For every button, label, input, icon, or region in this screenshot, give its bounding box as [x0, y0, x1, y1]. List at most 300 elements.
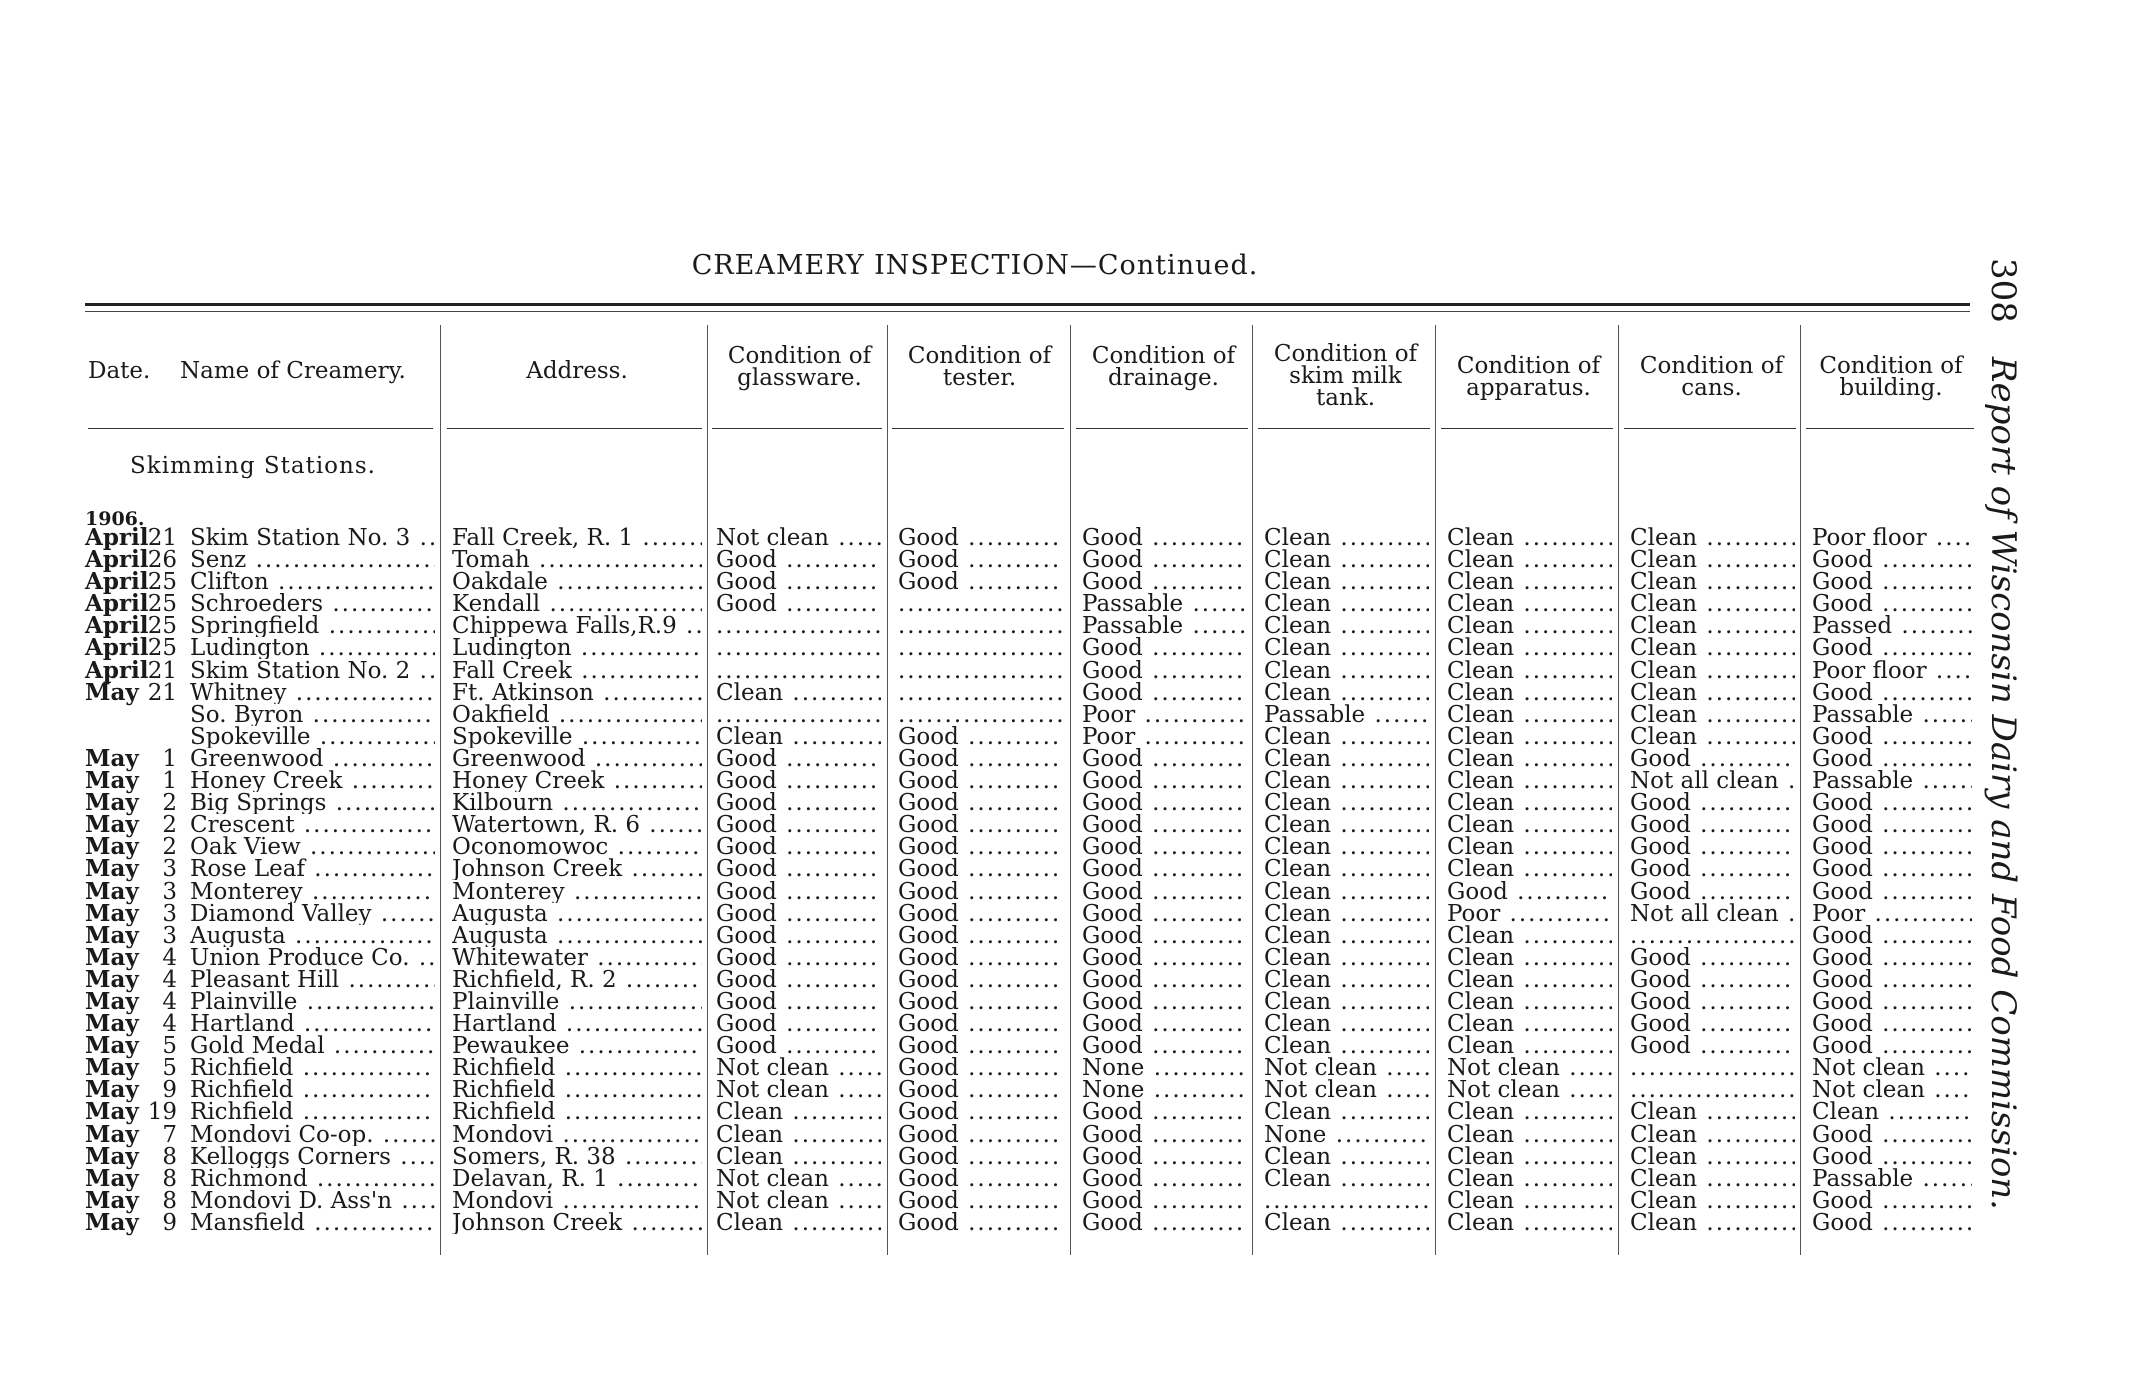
- cell-glassware: Clean .....: [716, 1101, 881, 1123]
- cell-day: 4: [162, 1011, 177, 1038]
- cell-tank: Clean .....: [1264, 969, 1429, 991]
- cell-glassware: Good .....: [716, 814, 881, 836]
- cell-tester: Good .....: [898, 1124, 1063, 1146]
- cell-glassware: Clean .....: [716, 726, 881, 748]
- cell-day: 26: [147, 547, 177, 574]
- cell-address: Oakfield .....: [452, 704, 702, 726]
- cell-building: Passable .....: [1812, 704, 1972, 726]
- cell-glassware: Good .....: [716, 925, 881, 947]
- cell-apparatus: Not clean .....: [1447, 1057, 1612, 1079]
- cell-glassware: Good .....: [716, 969, 881, 991]
- cell-building: Good .....: [1812, 748, 1972, 770]
- cell-apparatus: Clean .....: [1447, 969, 1612, 991]
- cell-tester: Good .....: [898, 527, 1063, 549]
- cell-day: 2: [162, 834, 177, 861]
- cell-cans: Clean .....: [1630, 593, 1795, 615]
- cell-tank: Clean .....: [1264, 527, 1429, 549]
- year-label: 1906.: [85, 508, 145, 530]
- cell-tank: None .....: [1264, 1124, 1429, 1146]
- table-row: [0, 1032, 1960, 1060]
- cell-building: Passable .....: [1812, 1168, 1972, 1190]
- cell-building: Clean .....: [1812, 1101, 1972, 1123]
- cell-cans: Clean .....: [1630, 704, 1795, 726]
- cell-address: Mondovi .....: [452, 1124, 702, 1146]
- cell-address: Delavan, R. 1 .....: [452, 1168, 702, 1190]
- header-apparatus: Condition of apparatus.: [1456, 353, 1601, 401]
- cell-building: Good .....: [1812, 991, 1972, 1013]
- cell-cans: Not all clean .....: [1630, 903, 1795, 925]
- table-row: [0, 1186, 1960, 1214]
- cell-tester: Good .....: [898, 1057, 1063, 1079]
- cell-apparatus: Not clean .....: [1447, 1079, 1612, 1101]
- cell-glassware: Good .....: [716, 770, 881, 792]
- table-row: [0, 1164, 1960, 1192]
- table-row: [0, 634, 1960, 662]
- cell-drainage: Good .....: [1082, 1190, 1247, 1212]
- cell-tester: Good .....: [898, 748, 1063, 770]
- cell-building: Good .....: [1812, 814, 1972, 836]
- cell-apparatus: Clean .....: [1447, 527, 1612, 549]
- cell-building: Good .....: [1812, 726, 1972, 748]
- cell-day: 21: [147, 679, 177, 706]
- cell-glassware: Not clean .....: [716, 527, 881, 549]
- table-row: [0, 789, 1960, 817]
- cell-month: April: [85, 568, 149, 596]
- cell-address: Plainville .....: [452, 991, 702, 1013]
- header-name: Name of Creamery.: [180, 358, 406, 384]
- cell-month: May: [85, 1054, 139, 1082]
- cell-drainage: Good .....: [1082, 814, 1247, 836]
- table-row: [0, 921, 1960, 949]
- cell-month: May: [85, 987, 139, 1015]
- cell-name: Spokeville .....: [190, 726, 435, 748]
- cell-month: May: [85, 855, 139, 883]
- cell-cans: Clean .....: [1630, 1101, 1795, 1123]
- cell-name: Plainville .....: [190, 991, 435, 1013]
- cell-name: Rose Leaf .....: [190, 858, 435, 880]
- table-row: [0, 744, 1960, 772]
- cell-apparatus: Clean .....: [1447, 593, 1612, 615]
- cell-apparatus: Clean .....: [1447, 1013, 1612, 1035]
- cell-address: Augusta .....: [452, 925, 702, 947]
- cell-drainage: Good .....: [1082, 1101, 1247, 1123]
- cell-name: Richmond .....: [190, 1168, 435, 1190]
- cell-drainage: Passable .....: [1082, 615, 1247, 637]
- cell-name: Hartland .....: [190, 1013, 435, 1035]
- cell-tank: Clean .....: [1264, 991, 1429, 1013]
- inspection-table-body: [0, 524, 1960, 1236]
- header-underline: [892, 428, 1064, 429]
- cell-tester: [898, 682, 1063, 704]
- cell-building: Good .....: [1812, 1124, 1972, 1146]
- cell-building: Good .....: [1812, 1146, 1972, 1168]
- cell-tank: Clean .....: [1264, 770, 1429, 792]
- cell-address: Greenwood .....: [452, 748, 702, 770]
- cell-day: 5: [162, 1055, 177, 1082]
- cell-name: Crescent .....: [190, 814, 435, 836]
- cell-cans: Clean .....: [1630, 571, 1795, 593]
- cell-tester: Good .....: [898, 1079, 1063, 1101]
- cell-tank: Clean .....: [1264, 1168, 1429, 1190]
- cell-drainage: Good .....: [1082, 637, 1247, 659]
- table-row: [0, 590, 1960, 618]
- cell-day: 1: [162, 745, 177, 772]
- cell-day: 21: [147, 525, 177, 551]
- cell-tester: Good .....: [898, 836, 1063, 858]
- cell-drainage: Good .....: [1082, 1146, 1247, 1168]
- cell-glassware: Good .....: [716, 858, 881, 880]
- cell-name: Gold Medal .....: [190, 1035, 435, 1057]
- header-underline: [1258, 428, 1430, 429]
- cell-building: Good .....: [1812, 571, 1972, 593]
- cell-drainage: Good .....: [1082, 549, 1247, 571]
- header-underline: [1624, 428, 1796, 429]
- cell-month: April: [85, 656, 149, 684]
- cell-cans: Clean .....: [1630, 549, 1795, 571]
- cell-glassware: Clean .....: [716, 1124, 881, 1146]
- cell-tank: Clean .....: [1264, 1035, 1429, 1057]
- cell-tester: Good .....: [898, 1168, 1063, 1190]
- cell-name: Big Springs .....: [190, 792, 435, 814]
- cell-name: Richfield .....: [190, 1101, 435, 1123]
- cell-cans: Good .....: [1630, 991, 1795, 1013]
- cell-apparatus: Clean .....: [1447, 925, 1612, 947]
- cell-tester: Good .....: [898, 903, 1063, 925]
- cell-name: Mondovi Co-op. .....: [190, 1124, 435, 1146]
- cell-apparatus: Clean .....: [1447, 1146, 1612, 1168]
- table-row: [0, 811, 1960, 839]
- cell-name: Greenwood .....: [190, 748, 435, 770]
- cell-tester: Good .....: [898, 792, 1063, 814]
- cell-drainage: Good .....: [1082, 836, 1247, 858]
- cell-month: May: [85, 744, 139, 772]
- cell-cans: Clean .....: [1630, 1212, 1795, 1234]
- cell-building: Not clean .....: [1812, 1079, 1972, 1101]
- cell-glassware: Good .....: [716, 571, 881, 593]
- cell-day: 25: [147, 613, 177, 640]
- cell-building: Good .....: [1812, 1190, 1972, 1212]
- cell-address: Kendall .....: [452, 593, 702, 615]
- cell-drainage: Good .....: [1082, 748, 1247, 770]
- cell-glassware: Good .....: [716, 991, 881, 1013]
- cell-month: May: [85, 1076, 139, 1104]
- cell-cans: Clean .....: [1630, 726, 1795, 748]
- cell-name: Ludington .....: [190, 637, 435, 659]
- cell-day: 25: [147, 591, 177, 618]
- cell-month: May: [85, 965, 139, 993]
- cell-drainage: None .....: [1082, 1057, 1247, 1079]
- table-row: [0, 899, 1960, 927]
- cell-apparatus: Clean .....: [1447, 1168, 1612, 1190]
- table-row: [0, 965, 1960, 993]
- cell-name: Honey Creek .....: [190, 770, 435, 792]
- cell-month: April: [85, 612, 149, 640]
- header-tester: Condition of tester.: [907, 343, 1052, 391]
- cell-cans: Good .....: [1630, 1013, 1795, 1035]
- cell-drainage: Good .....: [1082, 527, 1247, 549]
- header-date: Date.: [88, 358, 151, 384]
- cell-drainage: Poor .....: [1082, 726, 1247, 748]
- cell-building: Not clean .....: [1812, 1057, 1972, 1079]
- cell-tank: Clean .....: [1264, 1212, 1429, 1234]
- cell-tank: Clean .....: [1264, 947, 1429, 969]
- cell-apparatus: Clean .....: [1447, 947, 1612, 969]
- cell-glassware: [716, 660, 881, 682]
- cell-apparatus: Clean .....: [1447, 748, 1612, 770]
- cell-name: Skim Station No. 3 .....: [190, 527, 435, 549]
- cell-glassware: Good .....: [716, 549, 881, 571]
- cell-day: 3: [162, 900, 177, 927]
- cell-tank: Not clean .....: [1264, 1057, 1429, 1079]
- cell-glassware: Good .....: [716, 1013, 881, 1035]
- cell-building: Good .....: [1812, 792, 1972, 814]
- cell-drainage: Good .....: [1082, 660, 1247, 682]
- header-drainage: Condition of drainage.: [1091, 343, 1236, 391]
- header-rule-thin: [85, 311, 1970, 312]
- cell-glassware: Good .....: [716, 748, 881, 770]
- cell-cans: [1630, 1057, 1795, 1079]
- cell-month: May: [85, 767, 139, 795]
- cell-tank: Clean .....: [1264, 748, 1429, 770]
- cell-tester: Good .....: [898, 1212, 1063, 1234]
- cell-address: Fall Creek .....: [452, 660, 702, 682]
- cell-name: Schroeders .....: [190, 593, 435, 615]
- cell-address: Richfield .....: [452, 1101, 702, 1123]
- cell-tester: Good .....: [898, 991, 1063, 1013]
- cell-month: May: [85, 1120, 139, 1148]
- cell-tester: Good .....: [898, 770, 1063, 792]
- cell-tank: Clean .....: [1264, 1101, 1429, 1123]
- cell-tank: Clean .....: [1264, 1013, 1429, 1035]
- cell-address: Spokeville .....: [452, 726, 702, 748]
- cell-name: Oak View .....: [190, 836, 435, 858]
- cell-cans: [1630, 1079, 1795, 1101]
- cell-apparatus: Clean .....: [1447, 549, 1612, 571]
- cell-day: 2: [162, 790, 177, 817]
- cell-glassware: Good .....: [716, 792, 881, 814]
- cell-apparatus: Good .....: [1447, 881, 1612, 903]
- cell-address: Ft. Atkinson .....: [452, 682, 702, 704]
- cell-name: Kelloggs Corners .....: [190, 1146, 435, 1168]
- cell-month: May: [85, 1142, 139, 1170]
- cell-drainage: Passable .....: [1082, 593, 1247, 615]
- cell-tank: Clean .....: [1264, 881, 1429, 903]
- cell-name: Union Produce Co. .....: [190, 947, 435, 969]
- cell-name: Senz .....: [190, 549, 435, 571]
- cell-address: Richfield .....: [452, 1057, 702, 1079]
- page-title: CREAMERY INSPECTION—Continued.: [691, 250, 1259, 281]
- cell-address: Fall Creek, R. 1 .....: [452, 527, 702, 549]
- cell-building: Good .....: [1812, 1035, 1972, 1057]
- cell-building: Poor .....: [1812, 903, 1972, 925]
- cell-month: May: [85, 1164, 139, 1192]
- cell-drainage: Good .....: [1082, 571, 1247, 593]
- cell-drainage: Good .....: [1082, 858, 1247, 880]
- cell-address: Hartland .....: [452, 1013, 702, 1035]
- cell-cans: Clean .....: [1630, 637, 1795, 659]
- cell-day: 1: [162, 768, 177, 795]
- cell-address: Honey Creek .....: [452, 770, 702, 792]
- cell-drainage: Good .....: [1082, 770, 1247, 792]
- cell-month: April: [85, 634, 149, 662]
- cell-tester: Good .....: [898, 1101, 1063, 1123]
- cell-tank: Not clean .....: [1264, 1079, 1429, 1101]
- table-row: [0, 987, 1960, 1015]
- cell-month: May: [85, 877, 139, 905]
- cell-tank: Clean .....: [1264, 549, 1429, 571]
- cell-drainage: Good .....: [1082, 903, 1247, 925]
- cell-drainage: Good .....: [1082, 1013, 1247, 1035]
- cell-drainage: None .....: [1082, 1079, 1247, 1101]
- cell-building: Good .....: [1812, 925, 1972, 947]
- cell-month: April: [85, 590, 149, 618]
- cell-tank: Clean .....: [1264, 593, 1429, 615]
- cell-cans: Good .....: [1630, 836, 1795, 858]
- cell-glassware: Good .....: [716, 947, 881, 969]
- cell-tester: Good .....: [898, 814, 1063, 836]
- cell-apparatus: Clean .....: [1447, 814, 1612, 836]
- cell-apparatus: Clean .....: [1447, 660, 1612, 682]
- cell-apparatus: Clean .....: [1447, 991, 1612, 1013]
- cell-tank: Clean .....: [1264, 903, 1429, 925]
- cell-tank: Clean .....: [1264, 792, 1429, 814]
- cell-cans: Clean .....: [1630, 1190, 1795, 1212]
- table-row: [0, 833, 1960, 861]
- cell-cans: Clean .....: [1630, 682, 1795, 704]
- cell-day: 9: [162, 1209, 177, 1236]
- table-row: [0, 704, 1960, 726]
- cell-name: Skim Station No. 2 .....: [190, 660, 435, 682]
- cell-apparatus: Clean .....: [1447, 770, 1612, 792]
- cell-name: Whitney .....: [190, 682, 435, 704]
- cell-cans: Good .....: [1630, 881, 1795, 903]
- cell-day: 4: [162, 988, 177, 1015]
- cell-drainage: Good .....: [1082, 1168, 1247, 1190]
- header-underline: [88, 428, 433, 429]
- cell-name: Augusta .....: [190, 925, 435, 947]
- cell-building: Poor floor .....: [1812, 660, 1972, 682]
- cell-drainage: Good .....: [1082, 792, 1247, 814]
- cell-cans: [1630, 925, 1795, 947]
- cell-glassware: Not clean .....: [716, 1168, 881, 1190]
- cell-glassware: [716, 637, 881, 659]
- cell-day: 4: [162, 944, 177, 971]
- cell-month: May: [85, 921, 139, 949]
- cell-address: Augusta .....: [452, 903, 702, 925]
- cell-tank: Clean .....: [1264, 637, 1429, 659]
- cell-building: Passed .....: [1812, 615, 1972, 637]
- cell-tester: Good .....: [898, 726, 1063, 748]
- cell-glassware: Good .....: [716, 903, 881, 925]
- cell-tank: Clean .....: [1264, 615, 1429, 637]
- cell-apparatus: Clean .....: [1447, 726, 1612, 748]
- cell-cans: Clean .....: [1630, 1168, 1795, 1190]
- cell-apparatus: Clean .....: [1447, 1101, 1612, 1123]
- cell-tank: Clean .....: [1264, 682, 1429, 704]
- cell-month: May: [85, 1032, 139, 1060]
- header-skim-milk-tank: Condition of skim milk tank.: [1273, 341, 1418, 411]
- cell-apparatus: Clean .....: [1447, 1190, 1612, 1212]
- cell-address: Richfield .....: [452, 1079, 702, 1101]
- cell-day: 9: [162, 1077, 177, 1104]
- running-head: [1975, 258, 2035, 1210]
- cell-drainage: Good .....: [1082, 1212, 1247, 1234]
- cell-apparatus: Clean .....: [1447, 637, 1612, 659]
- cell-cans: Good .....: [1630, 1035, 1795, 1057]
- cell-address: Pewaukee .....: [452, 1035, 702, 1057]
- cell-day: 25: [147, 635, 177, 662]
- cell-drainage: Good .....: [1082, 925, 1247, 947]
- cell-month: April: [85, 546, 149, 574]
- cell-address: Johnson Creek .....: [452, 1212, 702, 1234]
- table-row: [0, 855, 1960, 883]
- header-underline: [712, 428, 882, 429]
- cell-month: May: [85, 1208, 139, 1236]
- cell-day: 3: [162, 856, 177, 883]
- cell-month: April: [85, 524, 149, 551]
- cell-apparatus: Clean .....: [1447, 1124, 1612, 1146]
- cell-address: Oakdale .....: [452, 571, 702, 593]
- cell-building: Good .....: [1812, 682, 1972, 704]
- cell-month: May: [85, 811, 139, 839]
- cell-apparatus: Clean .....: [1447, 858, 1612, 880]
- cell-drainage: Poor .....: [1082, 704, 1247, 726]
- cell-day: 8: [162, 1187, 177, 1214]
- cell-tester: [898, 593, 1063, 615]
- cell-apparatus: Clean .....: [1447, 836, 1612, 858]
- header-building: Condition of building.: [1819, 353, 1963, 401]
- cell-address: Richfield, R. 2 .....: [452, 969, 702, 991]
- cell-address: Kilbourn .....: [452, 792, 702, 814]
- cell-day: 2: [162, 812, 177, 839]
- cell-apparatus: Clean .....: [1447, 1212, 1612, 1234]
- header-underline: [447, 428, 702, 429]
- table-row: [0, 524, 1960, 551]
- cell-month: May: [85, 1010, 139, 1038]
- cell-apparatus: Clean .....: [1447, 792, 1612, 814]
- cell-month: May: [85, 1098, 139, 1126]
- cell-apparatus: Clean .....: [1447, 682, 1612, 704]
- cell-cans: Good .....: [1630, 969, 1795, 991]
- cell-address: Chippewa Falls,R.9 .....: [452, 615, 702, 637]
- header-cans: Condition of cans.: [1639, 353, 1784, 401]
- table-row: [0, 546, 1960, 574]
- cell-name: Mondovi D. Ass'n .....: [190, 1190, 435, 1212]
- cell-building: Good .....: [1812, 593, 1972, 615]
- cell-name: Monterey .....: [190, 881, 435, 903]
- cell-tester: Good .....: [898, 1035, 1063, 1057]
- cell-cans: Good .....: [1630, 858, 1795, 880]
- cell-drainage: Good .....: [1082, 682, 1247, 704]
- cell-building: Good .....: [1812, 1013, 1972, 1035]
- table-row: [0, 1208, 1960, 1236]
- cell-cans: Good .....: [1630, 748, 1795, 770]
- cell-day: 8: [162, 1165, 177, 1192]
- cell-day: 3: [162, 878, 177, 905]
- cell-tank: Clean .....: [1264, 925, 1429, 947]
- table-row: [0, 943, 1960, 971]
- table-row: [0, 678, 1960, 706]
- table-row: [0, 1120, 1960, 1148]
- cell-address: Johnson Creek .....: [452, 858, 702, 880]
- cell-glassware: Clean .....: [716, 1212, 881, 1234]
- running-title: Report of Wisconsin Dairy and Food Commission.: [1983, 356, 2023, 1210]
- cell-name: Richfield .....: [190, 1057, 435, 1079]
- cell-name: Pleasant Hill .....: [190, 969, 435, 991]
- cell-address: Watertown, R. 6 .....: [452, 814, 702, 836]
- cell-apparatus: Clean .....: [1447, 1035, 1612, 1057]
- table-row: [0, 767, 1960, 795]
